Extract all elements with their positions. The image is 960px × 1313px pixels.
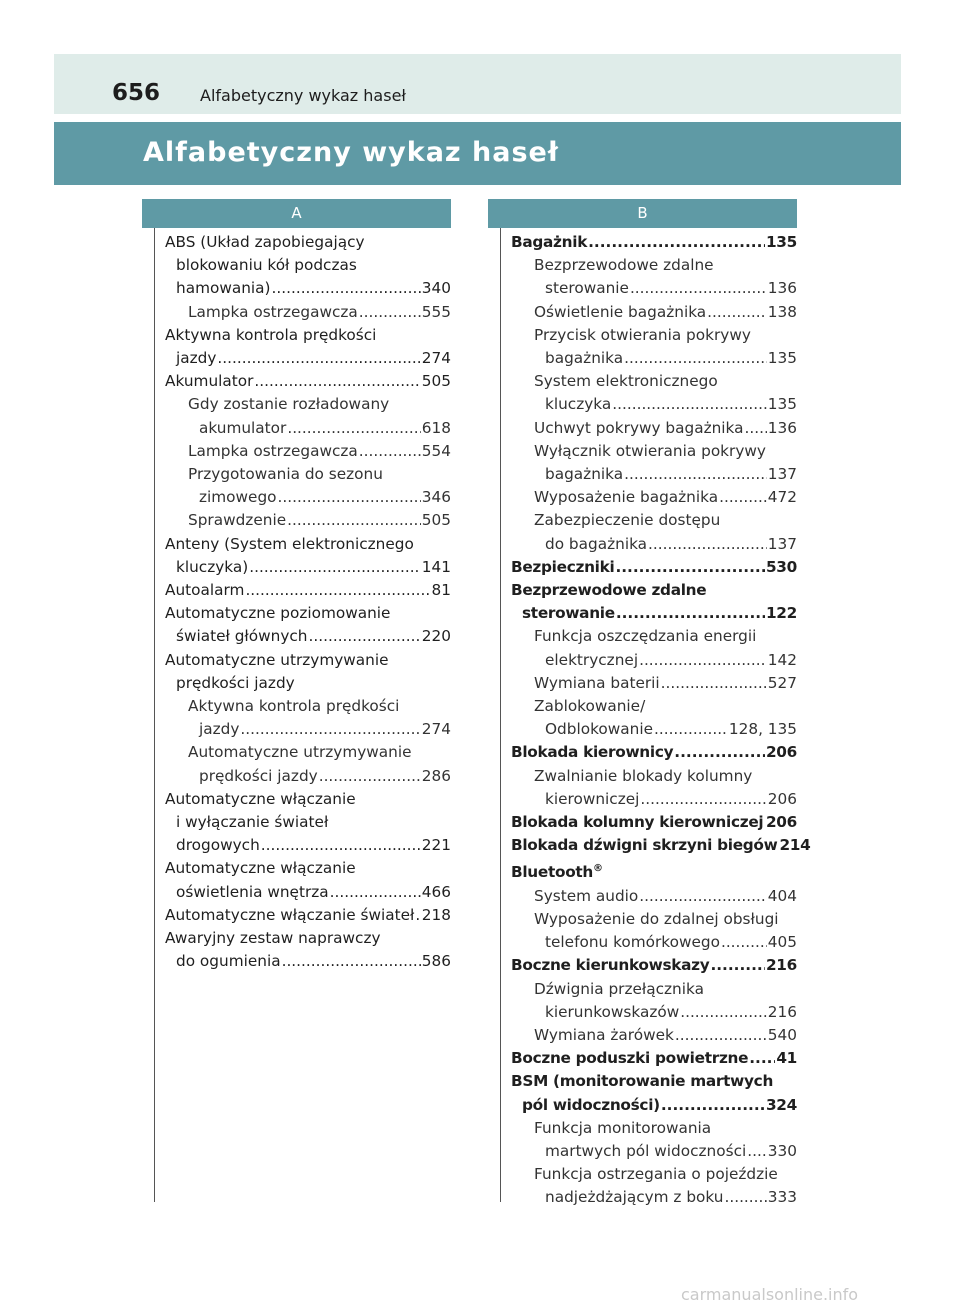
entry-text: sterowanie (522, 604, 615, 623)
index-entry (165, 649, 451, 695)
index-entry (511, 1163, 797, 1209)
dot-leader (415, 904, 420, 927)
dot-leader (359, 301, 421, 324)
page-reference: 128, 135 (728, 720, 797, 739)
page-reference: 136 (767, 279, 797, 298)
index-entry (165, 927, 451, 973)
page-reference: 142 (767, 650, 797, 669)
entry-text: Anteny (System elektronicznego (165, 534, 414, 553)
index-entry (165, 463, 451, 509)
dot-leader (648, 533, 767, 556)
dot-leader (245, 579, 430, 602)
entry-text: Wyłącznik otwierania pokrywy (534, 441, 766, 460)
entry-text: Przygotowania do sezonu (188, 465, 383, 484)
entry-text: Blokada dźwigni skrzyni biegów (511, 836, 778, 855)
entry-leader-line (165, 904, 451, 927)
entry-leader-line (534, 718, 797, 741)
page-reference: 554 (421, 441, 451, 460)
index-entry (511, 231, 797, 254)
dot-leader (639, 649, 767, 672)
index-entry (511, 954, 797, 977)
entry-leader-line (188, 509, 451, 532)
index-entry (511, 765, 797, 811)
dot-leader (624, 463, 767, 486)
letter-header-a: A (142, 199, 451, 228)
page-reference: 218 (421, 905, 451, 924)
entry-text: Bagażnik (511, 233, 588, 251)
entry-leader-line (534, 1140, 797, 1163)
dot-leader (675, 1024, 767, 1047)
index-entry (165, 904, 451, 927)
index-entry (165, 509, 451, 532)
page-reference: 216 (767, 1002, 797, 1021)
index-column-a (165, 231, 451, 974)
index-entry (511, 486, 797, 509)
entry-text: świateł głównych (176, 627, 308, 646)
entry-text: Funkcja oszczędzania energii (534, 627, 757, 646)
index-entry (165, 231, 451, 301)
entry-text: Blokada kolumny kierowniczej (511, 813, 764, 832)
entry-text: Wymiana baterii (534, 673, 660, 692)
page-reference: 137 (767, 465, 797, 484)
page-reference: 135 (767, 395, 797, 414)
index-entry (511, 301, 797, 324)
entry-text: do bagażnika (545, 534, 648, 553)
index-entry (511, 672, 797, 695)
entry-leader-line (188, 718, 451, 741)
dot-leader (612, 393, 767, 416)
entry-text: Bezprzewodowe zdalne (534, 256, 714, 275)
entry-text: akumulator (199, 418, 287, 437)
column-divider (154, 228, 155, 1202)
entry-text: Automatyczne poziomowanie (165, 604, 391, 623)
page-reference: 505 (421, 372, 451, 391)
dot-leader (272, 277, 421, 300)
index-entry (165, 301, 451, 324)
page-reference: 220 (421, 627, 451, 646)
index-entry (511, 857, 797, 884)
entry-leader-line (188, 417, 451, 440)
index-entry (511, 324, 797, 370)
entry-text: Automatyczne włączanie świateł (165, 905, 415, 924)
entry-leader-line (511, 741, 797, 764)
entry-text: Automatyczne utrzymywanie (165, 650, 389, 669)
header-bar (54, 54, 901, 114)
index-entry (165, 788, 451, 858)
entry-text: Oświetlenie bagażnika (534, 302, 707, 321)
dot-leader (249, 556, 421, 579)
index-entry (165, 370, 451, 393)
page-reference: 404 (767, 886, 797, 905)
entry-leader-line (188, 765, 451, 788)
page-reference: 135 (765, 233, 797, 251)
index-entry (511, 1117, 797, 1163)
dot-leader (278, 486, 421, 509)
entry-text: Automatyczne utrzymywanie (188, 743, 412, 762)
dot-leader (710, 954, 765, 977)
page-reference: 330 (767, 1142, 797, 1161)
dot-leader (749, 1047, 775, 1070)
entry-leader-line (534, 301, 797, 324)
entry-text: System elektronicznego (534, 372, 718, 391)
entry-text: kierunkowskazów (545, 1002, 680, 1021)
entry-leader-line (534, 393, 797, 416)
entry-text: i wyłączanie świateł (176, 813, 329, 832)
entry-text: bagażnika (545, 349, 624, 368)
entry-leader-line (511, 834, 811, 857)
entry-text: Zwalnianie blokady kolumny (534, 766, 753, 785)
dot-leader (661, 1094, 765, 1117)
entry-text: blokowaniu kół podczas (176, 256, 357, 275)
entry-text: Boczne poduszki powietrzne (511, 1049, 749, 1068)
index-entry (165, 393, 451, 439)
entry-text: hamowania) (176, 279, 271, 298)
entry-text: Lampka ostrzegawcza (188, 441, 358, 460)
entry-text: Bluetooth® (511, 863, 603, 882)
entry-text: Autoalarm (165, 581, 245, 600)
entry-leader-line (534, 1001, 797, 1024)
entry-leader-line (165, 370, 451, 393)
dot-leader (359, 440, 421, 463)
entry-text: pól widoczności) (522, 1095, 660, 1114)
page-reference: 214 (779, 836, 811, 855)
dot-leader (287, 417, 420, 440)
entry-text: kluczyka) (176, 557, 249, 576)
entry-leader-line (534, 931, 797, 954)
entry-text: jazdy (176, 349, 217, 368)
index-entry (511, 741, 797, 764)
index-entry (165, 324, 451, 370)
entry-leader-line (511, 1047, 797, 1070)
index-entry (511, 811, 797, 834)
index-entry (165, 440, 451, 463)
entry-leader-line (511, 811, 797, 834)
index-entry (511, 1070, 797, 1116)
page-reference: 274 (421, 720, 451, 739)
page-reference: 555 (421, 302, 451, 321)
entry-leader-line (165, 277, 451, 300)
entry-text: Automatyczne włączanie (165, 859, 356, 878)
dot-leader (747, 1140, 767, 1163)
entry-text: drogowych (176, 836, 260, 855)
page-reference: 466 (421, 882, 451, 901)
index-entry (165, 602, 451, 648)
page-reference: 122 (765, 604, 797, 623)
entry-leader-line (534, 486, 797, 509)
page-reference: 136 (767, 418, 797, 437)
dot-leader (724, 1186, 766, 1209)
entry-leader-line (534, 1024, 797, 1047)
entry-leader-line (534, 1186, 797, 1209)
running-title: Alfabetyczny wykaz haseł (200, 86, 406, 105)
entry-text: prędkości jazdy (176, 673, 295, 692)
entry-text: bagażnika (545, 465, 624, 484)
entry-leader-line (534, 277, 797, 300)
index-entry (165, 857, 451, 903)
page-reference: 206 (765, 813, 797, 832)
entry-text: Lampka ostrzegawcza (188, 302, 358, 321)
entry-text: Aktywna kontrola prędkości (165, 325, 377, 344)
entry-text: Odblokowanie (545, 720, 653, 739)
index-entry (165, 741, 451, 787)
page-reference: 540 (767, 1026, 797, 1044)
entry-text: sterowanie (545, 279, 629, 298)
entry-text: jazdy (199, 720, 240, 739)
index-entry (511, 885, 797, 908)
page-reference: 135 (767, 349, 797, 368)
index-entry (511, 579, 797, 625)
dot-leader (624, 347, 767, 370)
entry-text: Wyposażenie bagażnika (534, 488, 719, 507)
dot-leader (240, 718, 420, 741)
entry-leader-line (534, 533, 797, 556)
entry-leader-line (511, 954, 797, 977)
dot-leader (674, 741, 765, 764)
entry-text: Wyposażenie do zdalnej obsługi (534, 909, 779, 928)
index-entry (165, 533, 451, 579)
entry-leader-line (534, 885, 797, 908)
entry-text: Bezprzewodowe zdalne (511, 581, 707, 600)
entry-text: Funkcja ostrzegania o pojeździe (534, 1165, 778, 1184)
page-reference: 286 (421, 766, 451, 785)
dot-leader (707, 301, 767, 324)
entry-text: System audio (534, 886, 639, 905)
index-entry (511, 440, 797, 486)
entry-leader-line (534, 672, 797, 695)
entry-text: Sprawdzenie (188, 511, 287, 530)
entry-text: Wymiana żarówek (534, 1026, 674, 1044)
entry-leader-line (165, 834, 451, 857)
entry-leader-line (165, 347, 451, 370)
page-reference: 586 (421, 952, 451, 971)
letter-header-b: B (488, 199, 797, 228)
entry-text: elektrycznej (545, 650, 639, 669)
dot-leader (680, 1001, 767, 1024)
watermark: carmanualsonline.info (681, 1285, 859, 1304)
entry-text: prędkości jazdy (199, 766, 318, 785)
entry-text: oświetlenia wnętrza (176, 882, 329, 901)
page-reference: 137 (767, 534, 797, 553)
index-column-b (511, 231, 811, 1210)
entry-leader-line (188, 486, 451, 509)
section-title: Alfabetyczny wykaz haseł (143, 137, 559, 168)
page-reference: 530 (765, 557, 797, 576)
index-entry (511, 370, 797, 416)
entry-text: Bezpieczniki (511, 557, 615, 576)
dot-leader (616, 602, 765, 625)
entry-text: Gdy zostanie rozładowany (188, 395, 390, 414)
page-reference: 274 (421, 349, 451, 368)
page-reference: 206 (767, 789, 797, 808)
page-reference: 81 (431, 581, 451, 600)
entry-leader-line (188, 440, 451, 463)
entry-leader-line (165, 950, 451, 973)
entry-leader-line (165, 625, 451, 648)
entry-leader-line (511, 1094, 797, 1117)
dot-leader (640, 788, 766, 811)
dot-leader (282, 950, 421, 973)
index-entry (165, 579, 451, 602)
entry-text: ABS (Układ zapobiegający (165, 233, 365, 251)
entry-leader-line (511, 231, 797, 254)
dot-leader (254, 370, 420, 393)
page-reference: 206 (765, 743, 797, 762)
entry-leader-line (511, 602, 797, 625)
page-reference: 324 (765, 1095, 797, 1114)
page-reference: 216 (765, 956, 797, 975)
page-reference: 221 (421, 836, 451, 855)
entry-leader-line (188, 301, 451, 324)
page-reference: 141 (421, 557, 451, 576)
dot-leader (615, 556, 765, 579)
entry-leader-line (534, 347, 797, 370)
page-reference: 41 (776, 1049, 797, 1068)
entry-text: Zabezpieczenie dostępu (534, 511, 721, 530)
index-entry (511, 1047, 797, 1070)
page-reference: 405 (767, 933, 797, 952)
index-entry (511, 417, 797, 440)
entry-text: Funkcja monitorowania (534, 1118, 712, 1137)
index-entry (511, 695, 797, 741)
entry-leader-line (165, 579, 451, 602)
index-entry (511, 834, 811, 857)
index-entry (511, 254, 797, 300)
dot-leader (661, 672, 767, 695)
entry-text: BSM (monitorowanie martwych (511, 1072, 774, 1091)
entry-text: Awaryjny zestaw naprawczy (165, 929, 381, 948)
dot-leader (630, 277, 767, 300)
entry-text: Dźwignia przełącznika (534, 979, 704, 998)
entry-text: Przycisk otwierania pokrywy (534, 325, 751, 344)
entry-text: martwych pól widoczności (545, 1142, 747, 1161)
entry-text: Uchwyt pokrywy bagażnika (534, 418, 744, 437)
entry-text: Akumulator (165, 372, 254, 391)
index-entry (511, 556, 797, 579)
entry-leader-line (511, 556, 797, 579)
entry-text: telefonu komórkowego (545, 933, 720, 952)
entry-text: zimowego (199, 488, 277, 507)
entry-leader-line (534, 649, 797, 672)
page-reference: 333 (767, 1188, 797, 1207)
entry-leader-line (165, 556, 451, 579)
entry-text: Automatyczne włączanie (165, 789, 356, 808)
entry-leader-line (534, 417, 797, 440)
dot-leader (261, 834, 421, 857)
entry-text: nadjeżdżającym z boku (545, 1188, 724, 1207)
dot-leader (217, 347, 420, 370)
dot-leader (319, 765, 421, 788)
entry-text: do ogumienia (176, 952, 281, 971)
dot-leader (639, 885, 767, 908)
dot-leader (654, 718, 728, 741)
dot-leader (719, 486, 767, 509)
dot-leader (745, 417, 767, 440)
dot-leader (588, 231, 765, 254)
entry-leader-line (534, 788, 797, 811)
dot-leader (721, 931, 767, 954)
index-entry (511, 625, 797, 671)
entry-text: kluczyka (545, 395, 612, 414)
index-entry (165, 695, 451, 741)
page-reference: 138 (767, 302, 797, 321)
index-entry (511, 1024, 797, 1047)
page-reference: 527 (767, 673, 797, 692)
page-reference: 472 (767, 488, 797, 507)
dot-leader (287, 509, 421, 532)
entry-text: kierowniczej (545, 789, 640, 808)
page-reference: 340 (421, 279, 451, 298)
entry-leader-line (165, 881, 451, 904)
index-entry (511, 978, 797, 1024)
dot-leader (764, 811, 765, 834)
entry-text: Boczne kierunkowskazy (511, 956, 710, 975)
page-reference: 505 (421, 511, 451, 530)
page-reference: 618 (421, 418, 451, 437)
entry-text: Zablokowanie/ (534, 697, 646, 716)
index-entry (511, 509, 797, 555)
dot-leader (330, 881, 421, 904)
entry-leader-line (534, 463, 797, 486)
dot-leader (309, 625, 421, 648)
index-entry (511, 908, 797, 954)
page-reference: 346 (421, 488, 451, 507)
column-divider (500, 228, 501, 1202)
entry-text: Blokada kierownicy (511, 743, 674, 762)
page-number: 656 (112, 80, 161, 106)
entry-text: Aktywna kontrola prędkości (188, 697, 400, 716)
